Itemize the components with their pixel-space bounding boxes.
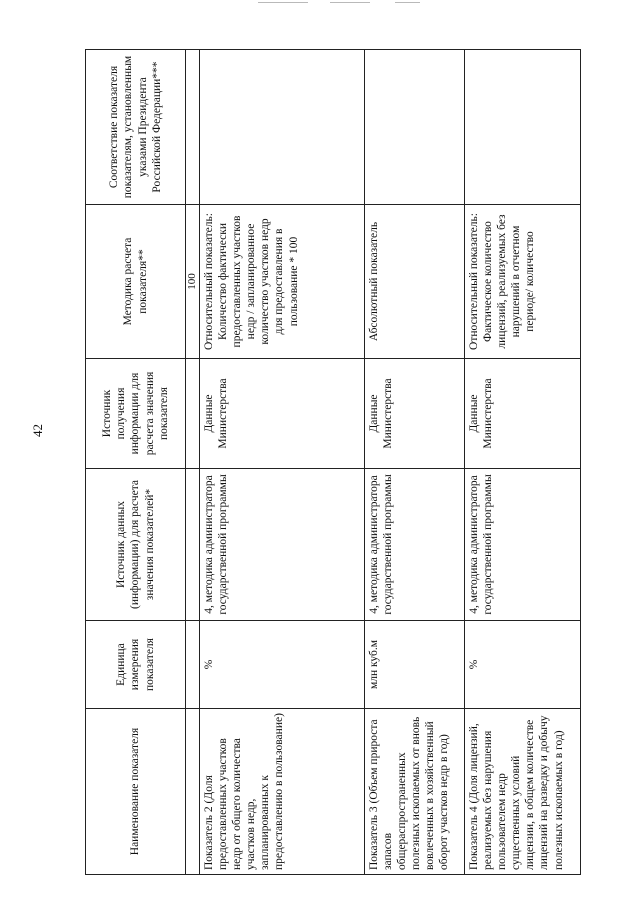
column-number-cell: 100	[186, 205, 200, 359]
data-source-cell: 4, методика администратора государственной программы	[200, 469, 365, 621]
column-number-row	[186, 50, 200, 875]
indicator-table	[85, 49, 581, 875]
info-source-cell: Данные Министерства	[200, 359, 365, 469]
column-number-cell	[186, 621, 200, 709]
unit-cell: %	[465, 621, 581, 709]
compliance-cell	[365, 50, 465, 205]
scan-artifact	[258, 2, 308, 3]
header-unit: Единица измерения показателя	[86, 621, 186, 709]
unit-cell: %	[200, 621, 365, 709]
scan-artifact	[395, 2, 420, 3]
header-method: Методика расчета показателя**	[86, 205, 186, 359]
indicator-name-cell: Показатель 4 (Доля лицензий, реализуемых без нарушения пользователем недр существенных условий лицензии, в общем количестве лицензий на разведку и добычу полезных ископаемых в год)	[465, 709, 581, 875]
page-number: 42	[30, 424, 45, 437]
column-number-cell	[186, 359, 200, 469]
column-number-cell	[186, 50, 200, 205]
header-data-source: Источник данных (информации) для расчета значения показателей*	[86, 469, 186, 621]
header-indicator-name: Наименование показателя	[86, 709, 186, 875]
compliance-cell	[200, 50, 365, 205]
table-header-row	[86, 50, 186, 875]
compliance-cell	[465, 50, 581, 205]
data-source-cell: 4, методика администратора государственной программы	[365, 469, 465, 621]
column-number-cell	[186, 469, 200, 621]
method-cell: Относительный показатель: Фактическое количество лицензий, реализуемых без нарушений в отчетном периоде/ количество	[465, 205, 581, 359]
method-cell: Относительный показатель: Количество фактически предоставленных участков недр / запланированное количество участков недр для предоставления в пользование * 100	[200, 205, 365, 359]
column-number-cell	[186, 709, 200, 875]
scan-artifact	[330, 2, 370, 3]
header-compliance: Соответствие показателя показателям, установленным указами Президента Российской Федерации***	[86, 50, 186, 205]
info-source-cell: Данные Министерства	[465, 359, 581, 469]
table-row	[365, 50, 465, 875]
info-source-cell: Данные Министерства	[365, 359, 465, 469]
table-row	[465, 50, 581, 875]
method-cell: Абсолютный показатель	[365, 205, 465, 359]
rotated-table-wrapper	[85, 50, 580, 875]
header-info-source: Источник получения информации для расчета значения показателя	[86, 359, 186, 469]
unit-cell: млн куб.м	[365, 621, 465, 709]
data-source-cell: 4, методика администратора государственной программы	[465, 469, 581, 621]
table-row	[200, 50, 365, 875]
indicator-name-cell: Показатель 3 (Объем прироста запасов общераспространенных полезных ископаемых от вновь вовлеченных в хозяйственный оборот участков недр в год)	[365, 709, 465, 875]
indicator-name-cell: Показатель 2 (Доля предоставленных участков недр от общего количества участков недр, запланированных к предоставлению в пользование)	[200, 709, 365, 875]
